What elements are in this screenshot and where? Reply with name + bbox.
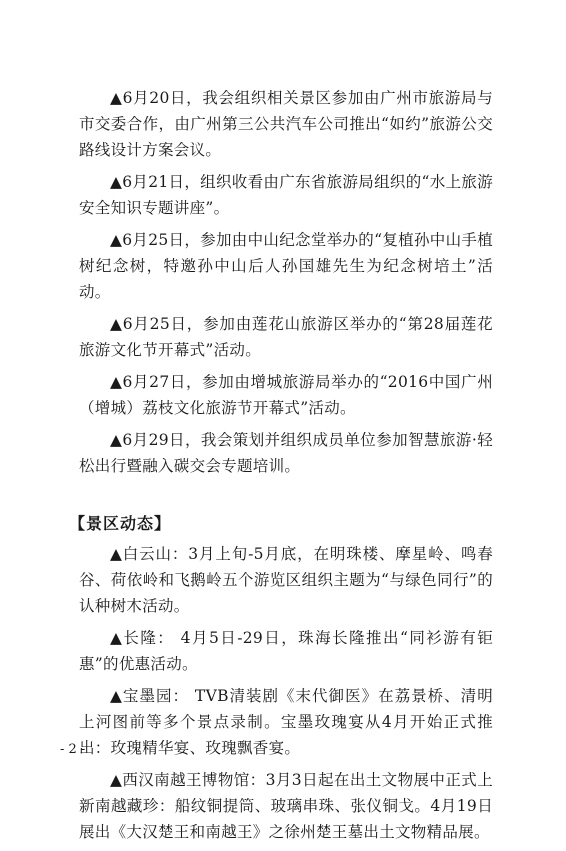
news-item: ▲6月25日，参加由莲花山旅游区举办的“第28届莲花旅游文化节开幕式”活动。 — [79, 315, 493, 359]
news-item: ▲6月21日，组织收看由广东省旅游局组织的“水上旅游安全知识专题讲座”。 — [79, 173, 493, 217]
page-number: - 2 - — [60, 742, 86, 757]
scenic-item: ▲白云山：3月上旬-5月底，在明珠楼、摩星岭、鸣春谷、荷依岭和飞鹅岭五个游览区组织主题为“与绿色同行”的认种树木活动。 — [79, 545, 493, 615]
news-item: ▲6月29日，我会策划并组织成员单位参加智慧旅游·轻松出行暨融入碳交会专题培训。 — [79, 431, 493, 475]
section-heading: 【景区动态】 — [69, 514, 172, 533]
news-item: ▲6月20日，我会组织相关景区参加由广州市旅游局与市交委合作，由广州第三公共汽车公司推出“如约”旅游公交路线设计方案会议。 — [79, 89, 493, 159]
document-body — [69, 85, 493, 851]
section-spacer — [79, 485, 493, 511]
scenic-item: ▲长隆： 4月5日-29日，珠海长隆推出“同衫游有钜惠”的优惠活动。 — [79, 629, 493, 673]
scenic-item: ▲西汉南越王博物馆：3月3日起在出土文物展中正式上新南越藏珍：船纹铜提筒、玻璃串珠、张仪铜戈。4月19日展出《大汉楚王和南越王》之徐州楚王墓出土文物精品展。 — [79, 771, 493, 841]
scenic-item: ▲宝墨园： TVB清装剧《末代御医》在荔景桥、清明上河图前等多个景点录制。宝墨玫瑰宴从4月开始正式推出：玫瑰精华宴、玫瑰飘香宴。 — [79, 687, 493, 757]
news-item: ▲6月27日，参加由增城旅游局举办的“2016中国广州（增城）荔枝文化旅游节开幕式”活动。 — [79, 373, 493, 417]
news-item: ▲6月25日，参加由中山纪念堂举办的“复植孙中山手植树纪念树，特邀孙中山后人孙国雄先生为纪念树培土”活动。 — [79, 231, 493, 301]
